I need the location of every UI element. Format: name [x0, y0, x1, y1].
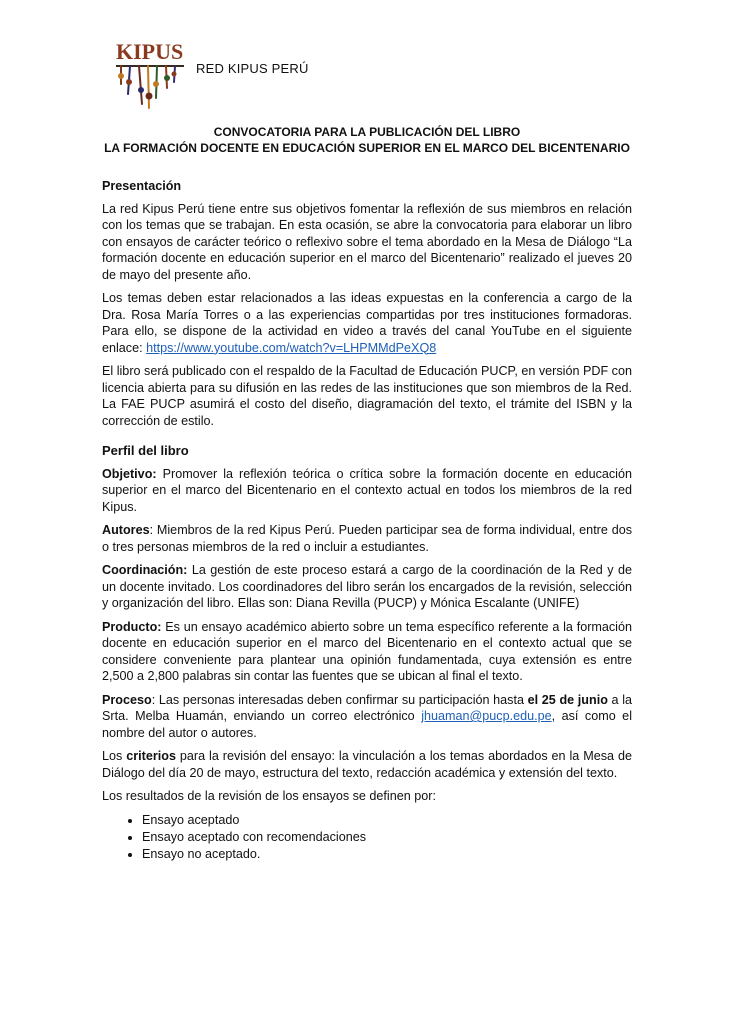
criterios-bold: criterios — [126, 749, 176, 763]
list-item: • Ensayo aceptado — [142, 812, 632, 829]
label-coordinacion: Coordinación: — [102, 563, 188, 577]
label-autores: Autores — [102, 523, 150, 537]
title-line-1: CONVOCATORIA PARA LA PUBLICACIÓN DEL LIBRO — [213, 125, 521, 139]
paragraph-presentacion-1: La red Kipus Perú tiene entre sus objetivos fomentar la reflexión de sus miembros en relación con los temas que se trabajan. En esta ocasión, se abre la convocatoria para elaborar un libro con ensayos de carácter teórico o reflexivo sobre el tema abordado en la Mesa de Diálogo “La formación docente en educación superior en el marco del Bicentenario” realizado el jueves 20 de mayo del presente año. — [102, 201, 632, 282]
section-heading-presentacion: Presentación — [102, 179, 182, 193]
kipus-logo — [112, 38, 192, 118]
logo-text: KIPUS — [116, 39, 184, 64]
proceso-deadline: el 25 de junio — [527, 692, 608, 707]
paragraph-objetivo — [102, 466, 632, 516]
autores-text: : Miembros de la red Kipus Perú. Pueden participar sea de forma individual, entre dos o tres personas miembros de la red o incluir a estudiantes. — [102, 523, 632, 554]
email-link[interactable]: jhuaman@pucp.edu.pe — [421, 709, 552, 723]
paragraph-presentacion-3: El libro será publicado con el respaldo de la Facultad de Educación PUCP, en versión PDF con licencia abierta para su difusión en las redes de las instituciones que son miembros de la Red. La FAE PUCP asumirá el costo del diseño, diagramación del texto, el trámite del ISBN y la corrección de estilo. — [102, 364, 632, 428]
producto-text: Es un ensayo académico abierto sobre un tema específico referente a la formación docente en educación superior en el marco del Bicentenario en el contexto actual que se considere conveniente para plantear una opinión fundamentada, cuya extensión es entre 2,500 a 2,800 palabras sin contar las fuentes que se ubican al final el texto. — [102, 619, 632, 683]
label-objetivo: Objetivo: — [102, 466, 157, 481]
list-item: • Ensayo aceptado con recomendaciones — [142, 829, 632, 846]
paragraph-producto — [102, 619, 632, 685]
section-heading-perfil: Perfil del libro — [102, 443, 189, 458]
paragraph-coordinacion — [102, 562, 632, 612]
paragraph-text: Los temas deben estar relacionados a las ideas expuestas en la conferencia a cargo de la Dra. Rosa María Torres o a las experiencias compartidas por tres instituciones formadoras. Para ello, se dispone de la actividad en video a través del canal YouTube en el siguiente enlace: — [102, 291, 632, 355]
coordinacion-text: La gestión de este proceso estará a cargo de la coordinación de la Red y de un docente invitado. Los coordinadores del libro serán los encargados de la revisión, selección y organización del libro. Ellas son: Diana Revilla (PUCP) y Mónica Escalante (UNIFE) — [102, 563, 632, 610]
paragraph-proceso — [102, 692, 632, 742]
resultados-list — [102, 812, 632, 863]
proceso-text-2: a la Srta. Melba Huamán, enviando un correo electrónico — [102, 692, 633, 723]
document-body — [102, 118, 632, 863]
org-name: RED KIPUS PERÚ — [196, 61, 309, 76]
paragraph-resultados: Los resultados de la revisión de los ensayos se definen por: — [102, 789, 436, 803]
label-producto: Producto: — [102, 619, 162, 634]
proceso-text-3: , así como el nombre del autor o autores. — [102, 709, 632, 740]
criterios-text-1: Los — [102, 749, 127, 763]
objetivo-text: Promover la reflexión teórica o crítica sobre la formación docente en educación superior en el marco del Bicentenario en el contexto actual en todos los miembros de la red Kipus. — [102, 466, 632, 514]
title-line-2: LA FORMACIÓN DOCENTE EN EDUCACIÓN SUPERIOR EN EL MARCO DEL BICENTENARIO — [104, 141, 630, 155]
document-title — [102, 124, 632, 156]
proceso-text-1: : Las personas interesadas deben confirmar su participación hasta — [151, 692, 528, 707]
label-proceso: Proceso — [102, 692, 152, 707]
paragraph-criterios — [102, 748, 632, 781]
list-item: • Ensayo no aceptado. — [142, 846, 632, 863]
youtube-link[interactable]: https://www.youtube.com/watch?v=LHPMMdPeXQ8 — [146, 340, 437, 355]
paragraph-presentacion-2 — [102, 290, 632, 356]
criterios-text-2: para la revisión del ensayo: la vinculación a los temas abordados en la Mesa de Diálogo del día 20 de mayo, estructura del texto, redacción académica y extensión del texto. — [102, 749, 632, 780]
paragraph-autores — [102, 522, 632, 555]
